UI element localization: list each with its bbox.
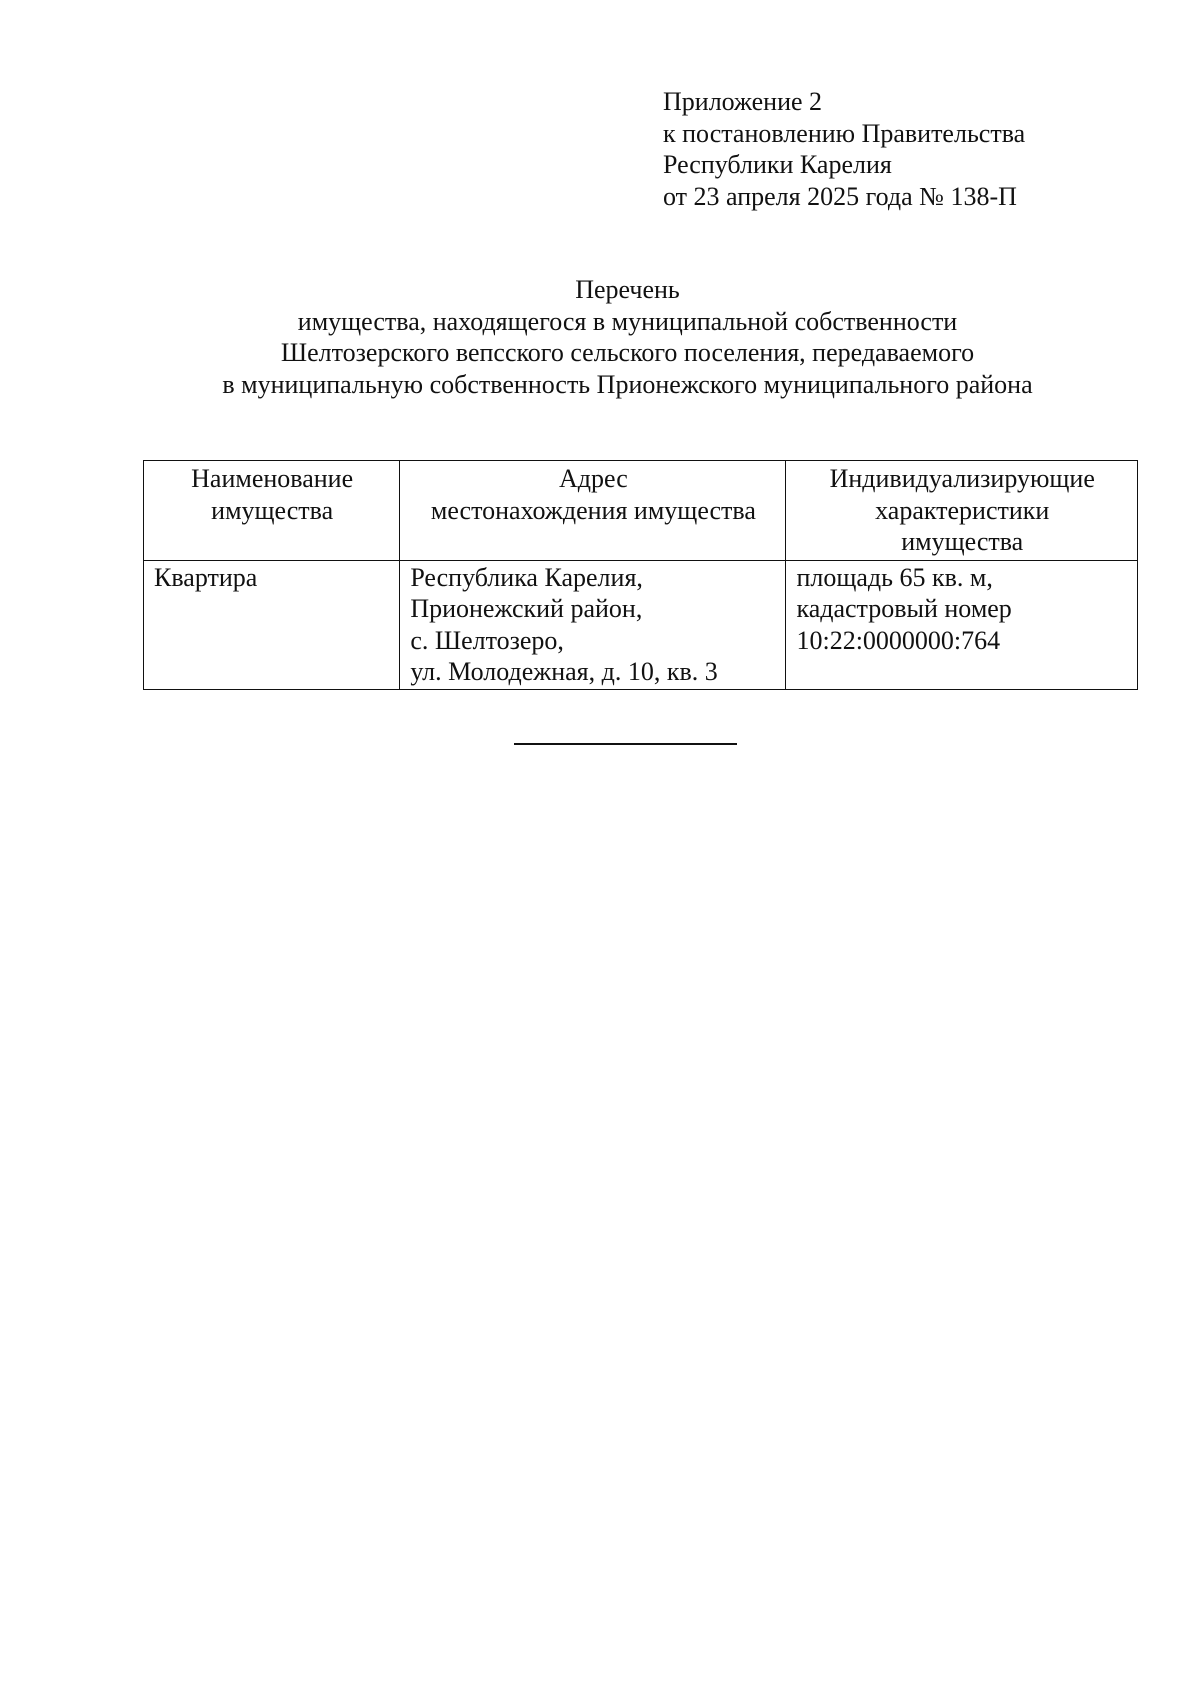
end-of-document-rule bbox=[514, 743, 737, 745]
appendix-line: Приложение 2 bbox=[663, 87, 823, 116]
appendix-line: Республики Карелия bbox=[663, 150, 892, 179]
appendix-reference bbox=[663, 86, 1025, 212]
header-property-characteristics: Индивидуализирующие характеристики имущества bbox=[786, 461, 1138, 561]
document-title bbox=[0, 274, 1200, 400]
property-table bbox=[143, 460, 1138, 690]
title-line: в муниципальную собственность Прионежского муниципального района bbox=[222, 369, 1033, 399]
cell-property-address: Республика Карелия, Прионежский район, с. Шелтозеро, ул. Молодежная, д. 10, кв. 3 bbox=[400, 560, 786, 689]
cell-property-name: Квартира bbox=[144, 560, 400, 689]
header-property-name: Наименование имущества bbox=[144, 461, 400, 561]
header-property-address: Адрес местонахождения имущества bbox=[400, 461, 786, 561]
appendix-line: к постановлению Правительства bbox=[663, 118, 1026, 148]
table-row bbox=[144, 560, 1138, 689]
title-line: имущества, находящегося в муниципальной собственности bbox=[297, 306, 958, 336]
title-line: Шелтозерского вепсского сельского поселения, передаваемого bbox=[280, 338, 975, 367]
appendix-line: от 23 апреля 2025 года № 138-П bbox=[663, 181, 1017, 211]
table-header-row bbox=[144, 461, 1138, 561]
cell-property-characteristics: площадь 65 кв. м, кадастровый номер 10:22:0000000:764 bbox=[786, 560, 1138, 689]
title-line: Перечень bbox=[575, 275, 680, 304]
